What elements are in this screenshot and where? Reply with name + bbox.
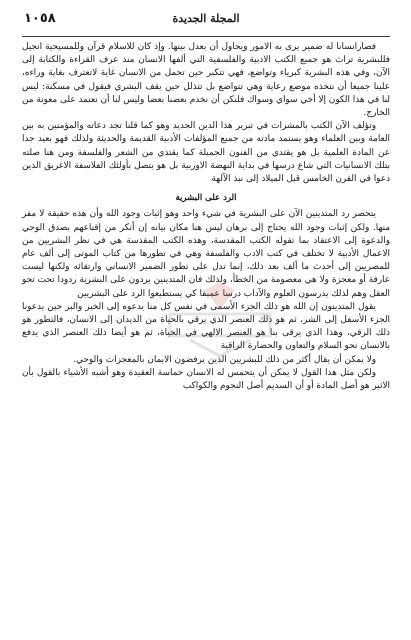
article-body xyxy=(22,37,390,393)
paragraph: وتؤلف الآن الكتب بالمشرات في تبرير هذا الدين الجديد وهو كما قلنا تجد دعاته والمؤمنين به بين العامة وبين العلماء وهو يستمد مادته من جميع المؤلفات الأدبية القديمة والحديثة ولذلك فهو بعيد جدا عن المادة العلمية بل هو يقتدي من الفنون الجميلة كما يقتدي من الشعر والفلسفة ومن هنا صلته بتلك الانسانيات التي شاع درسها في بداية النهضة الاوربية بل هو يتصل بأولئك الفلاسفة الاغريق الذين دعوا في القرن الخامس قبل الميلاد إلى نبذ الآلهة xyxy=(22,121,390,185)
paragraph: فصارانسانا له ضمير يرى به الامور ويحاول أن يعدل بينها. وإذ كان للاسلام قرآن وللمسيحية انجيل فللبشرية تراث هو جميع الكتب الادبية والفلسفية التي ألفها الانسان منذ عرف القراءة والكتابة إلى الآن، وفي هذه البشرية كبرياء وتواضع، فهي تتكبر حين تجمل من الانسان غاية لاتعترف بغاية وراءه، علينا جميعا أن نتخذه موضع رعاية وهي تتواضع بل تتذلل حين يقف البشري فيقول في مسكنة: ليس لنا في هذا الكون إلا أخي سواي وسواك فلنكن أن نخدم بعضنا بعضا وليس لنا أن نعتمد على معونة من الخارج. xyxy=(22,42,390,119)
page-number: ١٠٥٨ xyxy=(24,11,56,26)
paragraph: يقول المتدينون إن الله هو ذلك الجزء الأسمى في نفس كل منا يدعوه إلى الخير والبر حين يدعونا الجزء الأسفل إلى الشر، ثم هو ذلك العنصر الذي يرقي بالحياة من الديدان إلى الانسان، فالتطور هو ذلك الرقي، وهذا الذي يرقى بنا هو العنصر الالهي في الحياة، ثم هو أيضا ذلك العنصر الذي يدفع بالانسان نحو السلام والتعاون والحضارة الراقية xyxy=(22,301,390,352)
paragraph: يتحصر رد المتدينين الآن على البشرية في شيء واحد وهو إثبات وجود الله وأن هذه حقيقة لا مفر منها. ولكن إثبات وجود الله يحتاج إلى برهان ليس هنا مكان بيانه إن أنكر من إقناعهم بصدق الوحي والدعوة إلى الاعتقاد بما تقوله الكتب المقدسة، وهذه الكتب المقدسة هي في نظر البشريين من الاعمال الأدبية لا تختلف في كتب الادب والفلسفة وهي في تطورها من كتاب الموتى إلى ألف عام للمصريين إلى أحدث ما ألف بعد ذلك، إنما تدل على تطور الضمير الانساني وارتقائه ولكنها ليست عارفة أو معجزة ولا هي معصومة من الخطأ، ولذلك فان المتدينين يردون على البشرية ردودا تحت تحو العقل وهم لذلك يدرسون العلوم والآداب درسا عميقا كي يستطيعوا الرد على البشريين xyxy=(22,209,390,299)
document-page xyxy=(22,10,390,630)
journal-title: المجلة الجديدة xyxy=(172,12,240,25)
page-header xyxy=(22,10,390,37)
section-subheading: الرد على البشرية xyxy=(175,193,237,204)
paragraph: ولا يمكن أن يقال أكثر من ذلك للبشريين الذين يرفضون الايمان بالمعجزات والوحي. xyxy=(73,354,376,365)
paragraph: ولكن مثل هذا القول لا يمكن أن يتحمس له الانسان حماسة العقيدة وهو أشبه الأشياء بالقول بأن الاثير هو أصل المادة أو أن السديم أصل النجوم والكواكب xyxy=(22,367,390,392)
